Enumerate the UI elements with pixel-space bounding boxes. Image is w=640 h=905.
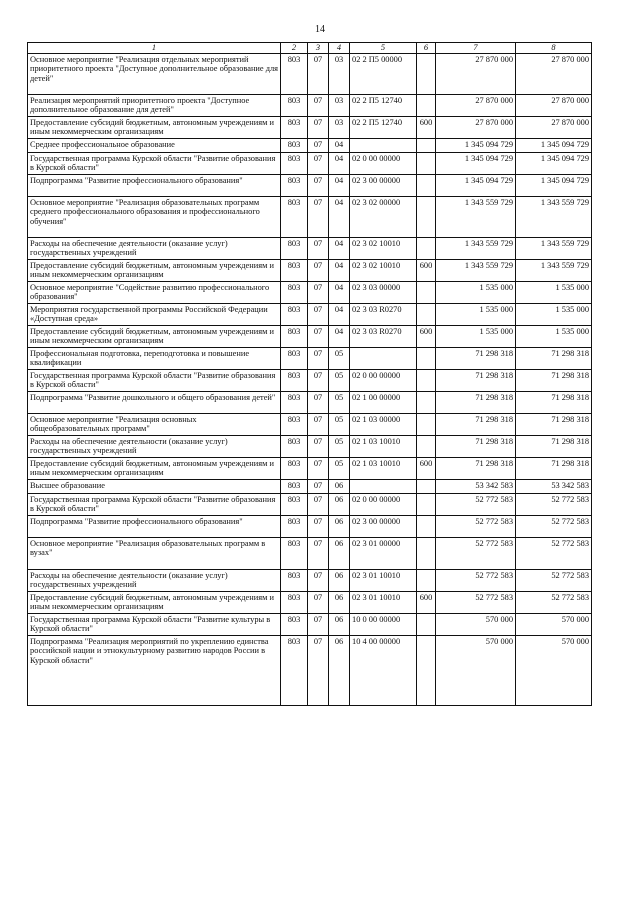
row-admin-code-cell: 803 bbox=[281, 117, 308, 139]
row-amount-col7-cell: 1 345 094 729 bbox=[436, 175, 516, 197]
table-row bbox=[28, 260, 592, 282]
row-target-article-cell: 02 3 02 10010 bbox=[350, 260, 417, 282]
row-target-article-cell: 02 0 00 00000 bbox=[350, 494, 417, 516]
row-name-cell: Расходы на обеспечение деятельности (оказание услуг) государственных учреждений bbox=[28, 436, 281, 458]
column-header-5: 5 bbox=[350, 43, 417, 54]
row-subsection-cell: 04 bbox=[329, 282, 350, 304]
row-amount-col7-cell: 71 298 318 bbox=[436, 458, 516, 480]
row-amount-col7-cell: 71 298 318 bbox=[436, 436, 516, 458]
row-admin-code-cell: 803 bbox=[281, 516, 308, 538]
row-subsection-cell: 05 bbox=[329, 370, 350, 392]
column-header-1: 1 bbox=[28, 43, 281, 54]
row-expense-type-cell bbox=[417, 370, 436, 392]
row-amount-col8-cell: 71 298 318 bbox=[516, 458, 592, 480]
row-target-article-cell: 02 1 03 10010 bbox=[350, 436, 417, 458]
row-name-cell: Подпрограмма "Развитие профессионального образования" bbox=[28, 175, 281, 197]
table-row bbox=[28, 614, 592, 636]
row-amount-col8-cell: 71 298 318 bbox=[516, 414, 592, 436]
table-row bbox=[28, 538, 592, 570]
row-name-cell: Расходы на обеспечение деятельности (оказание услуг) государственных учреждений bbox=[28, 570, 281, 592]
row-target-article-cell: 02 1 03 00000 bbox=[350, 414, 417, 436]
column-header-8: 8 bbox=[516, 43, 592, 54]
row-amount-col8-cell: 1 343 559 729 bbox=[516, 197, 592, 238]
row-name-cell: Предоставление субсидий бюджетным, автономным учреждениям и иным некоммерческим организациям bbox=[28, 458, 281, 480]
row-name-cell: Государственная программа Курской области "Развитие образования в Курской области" bbox=[28, 153, 281, 175]
row-admin-code-cell: 803 bbox=[281, 538, 308, 570]
row-section-cell: 07 bbox=[308, 348, 329, 370]
row-subsection-cell: 03 bbox=[329, 117, 350, 139]
row-subsection-cell: 04 bbox=[329, 238, 350, 260]
row-target-article-cell: 02 0 00 00000 bbox=[350, 370, 417, 392]
row-admin-code-cell: 803 bbox=[281, 458, 308, 480]
table-row bbox=[28, 570, 592, 592]
row-amount-col7-cell: 570 000 bbox=[436, 614, 516, 636]
row-name-cell: Основное мероприятие "Содействие развитию профессионального образования" bbox=[28, 282, 281, 304]
row-amount-col7-cell: 1 345 094 729 bbox=[436, 139, 516, 153]
row-target-article-cell: 10 0 00 00000 bbox=[350, 614, 417, 636]
row-section-cell: 07 bbox=[308, 153, 329, 175]
page-number: 14 bbox=[315, 24, 325, 35]
table-row bbox=[28, 480, 592, 494]
row-target-article-cell: 02 1 03 10010 bbox=[350, 458, 417, 480]
row-section-cell: 07 bbox=[308, 117, 329, 139]
row-subsection-cell: 03 bbox=[329, 95, 350, 117]
row-amount-col7-cell: 52 772 583 bbox=[436, 516, 516, 538]
table-row bbox=[28, 636, 592, 706]
row-expense-type-cell bbox=[417, 614, 436, 636]
row-amount-col8-cell: 27 870 000 bbox=[516, 95, 592, 117]
row-amount-col7-cell: 52 772 583 bbox=[436, 570, 516, 592]
row-expense-type-cell bbox=[417, 636, 436, 706]
row-amount-col7-cell: 52 772 583 bbox=[436, 592, 516, 614]
row-amount-col7-cell: 27 870 000 bbox=[436, 117, 516, 139]
row-admin-code-cell: 803 bbox=[281, 153, 308, 175]
row-amount-col8-cell: 1 345 094 729 bbox=[516, 153, 592, 175]
row-section-cell: 07 bbox=[308, 458, 329, 480]
column-header-3: 3 bbox=[308, 43, 329, 54]
row-subsection-cell: 04 bbox=[329, 153, 350, 175]
row-amount-col7-cell: 27 870 000 bbox=[436, 54, 516, 95]
row-name-cell: Реализация мероприятий приоритетного проекта "Доступное дополнительное образование для детей" bbox=[28, 95, 281, 117]
row-subsection-cell: 04 bbox=[329, 326, 350, 348]
row-target-article-cell: 02 2 П5 12740 bbox=[350, 95, 417, 117]
row-amount-col7-cell: 52 772 583 bbox=[436, 538, 516, 570]
table-row bbox=[28, 238, 592, 260]
header-row bbox=[28, 43, 592, 54]
budget-table bbox=[27, 42, 592, 706]
row-amount-col8-cell: 27 870 000 bbox=[516, 54, 592, 95]
row-section-cell: 07 bbox=[308, 480, 329, 494]
table-row bbox=[28, 458, 592, 480]
row-target-article-cell: 02 3 01 10010 bbox=[350, 570, 417, 592]
table-row bbox=[28, 494, 592, 516]
row-target-article-cell: 02 3 02 10010 bbox=[350, 238, 417, 260]
table-row bbox=[28, 370, 592, 392]
row-amount-col7-cell: 71 298 318 bbox=[436, 370, 516, 392]
row-admin-code-cell: 803 bbox=[281, 175, 308, 197]
row-amount-col7-cell: 27 870 000 bbox=[436, 95, 516, 117]
row-amount-col8-cell: 1 535 000 bbox=[516, 282, 592, 304]
row-subsection-cell: 04 bbox=[329, 175, 350, 197]
row-admin-code-cell: 803 bbox=[281, 54, 308, 95]
row-section-cell: 07 bbox=[308, 139, 329, 153]
row-subsection-cell: 03 bbox=[329, 54, 350, 95]
row-target-article-cell: 02 3 03 R0270 bbox=[350, 304, 417, 326]
row-amount-col8-cell: 53 342 583 bbox=[516, 480, 592, 494]
row-expense-type-cell bbox=[417, 392, 436, 414]
row-section-cell: 07 bbox=[308, 260, 329, 282]
row-amount-col7-cell: 71 298 318 bbox=[436, 414, 516, 436]
row-expense-type-cell bbox=[417, 95, 436, 117]
row-admin-code-cell: 803 bbox=[281, 392, 308, 414]
row-name-cell: Государственная программа Курской области "Развитие культуры в Курской области" bbox=[28, 614, 281, 636]
row-admin-code-cell: 803 bbox=[281, 370, 308, 392]
row-admin-code-cell: 803 bbox=[281, 592, 308, 614]
row-amount-col8-cell: 52 772 583 bbox=[516, 570, 592, 592]
row-expense-type-cell bbox=[417, 538, 436, 570]
row-expense-type-cell bbox=[417, 436, 436, 458]
row-amount-col8-cell: 1 535 000 bbox=[516, 304, 592, 326]
table-row bbox=[28, 392, 592, 414]
row-expense-type-cell bbox=[417, 348, 436, 370]
row-target-article-cell: 02 3 00 00000 bbox=[350, 516, 417, 538]
row-subsection-cell: 06 bbox=[329, 570, 350, 592]
row-section-cell: 07 bbox=[308, 238, 329, 260]
row-amount-col7-cell: 1 535 000 bbox=[436, 304, 516, 326]
row-section-cell: 07 bbox=[308, 614, 329, 636]
row-subsection-cell: 06 bbox=[329, 480, 350, 494]
row-admin-code-cell: 803 bbox=[281, 139, 308, 153]
row-amount-col8-cell: 1 343 559 729 bbox=[516, 238, 592, 260]
row-name-cell: Основное мероприятие "Реализация образовательных программ среднего профессионального образования и профессионального обучения" bbox=[28, 197, 281, 238]
row-name-cell: Основное мероприятие "Реализация отдельных мероприятий приоритетного проекта "Доступное дополнительное образование для детей" bbox=[28, 54, 281, 95]
row-expense-type-cell bbox=[417, 153, 436, 175]
table-row bbox=[28, 414, 592, 436]
row-amount-col8-cell: 27 870 000 bbox=[516, 117, 592, 139]
row-section-cell: 07 bbox=[308, 570, 329, 592]
row-name-cell: Предоставление субсидий бюджетным, автономным учреждениям и иным некоммерческим организациям bbox=[28, 117, 281, 139]
row-amount-col8-cell: 71 298 318 bbox=[516, 392, 592, 414]
row-amount-col7-cell: 53 342 583 bbox=[436, 480, 516, 494]
table-row bbox=[28, 326, 592, 348]
table-row bbox=[28, 54, 592, 95]
row-subsection-cell: 05 bbox=[329, 414, 350, 436]
row-name-cell: Подпрограмма "Реализация мероприятий по укреплению единства российской нации и этнокультурному развитию народов России в Курской области" bbox=[28, 636, 281, 706]
row-target-article-cell: 02 3 02 00000 bbox=[350, 197, 417, 238]
row-subsection-cell: 06 bbox=[329, 538, 350, 570]
row-expense-type-cell bbox=[417, 197, 436, 238]
row-expense-type-cell bbox=[417, 238, 436, 260]
row-admin-code-cell: 803 bbox=[281, 480, 308, 494]
row-target-article-cell: 02 3 03 00000 bbox=[350, 282, 417, 304]
table-row bbox=[28, 282, 592, 304]
row-section-cell: 07 bbox=[308, 592, 329, 614]
row-expense-type-cell: 600 bbox=[417, 117, 436, 139]
row-admin-code-cell: 803 bbox=[281, 260, 308, 282]
row-subsection-cell: 06 bbox=[329, 614, 350, 636]
row-section-cell: 07 bbox=[308, 636, 329, 706]
row-admin-code-cell: 803 bbox=[281, 95, 308, 117]
row-amount-col8-cell: 1 345 094 729 bbox=[516, 139, 592, 153]
row-target-article-cell: 10 4 00 00000 bbox=[350, 636, 417, 706]
row-amount-col8-cell: 52 772 583 bbox=[516, 538, 592, 570]
row-amount-col8-cell: 52 772 583 bbox=[516, 516, 592, 538]
row-target-article-cell bbox=[350, 480, 417, 494]
row-amount-col8-cell: 1 343 559 729 bbox=[516, 260, 592, 282]
table-row bbox=[28, 592, 592, 614]
row-expense-type-cell bbox=[417, 494, 436, 516]
row-expense-type-cell bbox=[417, 414, 436, 436]
row-subsection-cell: 05 bbox=[329, 458, 350, 480]
row-subsection-cell: 05 bbox=[329, 392, 350, 414]
row-target-article-cell bbox=[350, 348, 417, 370]
row-subsection-cell: 04 bbox=[329, 197, 350, 238]
table-row bbox=[28, 139, 592, 153]
row-amount-col8-cell: 52 772 583 bbox=[516, 494, 592, 516]
row-expense-type-cell: 600 bbox=[417, 326, 436, 348]
row-amount-col7-cell: 71 298 318 bbox=[436, 392, 516, 414]
row-admin-code-cell: 803 bbox=[281, 326, 308, 348]
column-header-4: 4 bbox=[329, 43, 350, 54]
row-expense-type-cell bbox=[417, 282, 436, 304]
row-section-cell: 07 bbox=[308, 304, 329, 326]
row-expense-type-cell: 600 bbox=[417, 592, 436, 614]
row-admin-code-cell: 803 bbox=[281, 614, 308, 636]
row-section-cell: 07 bbox=[308, 436, 329, 458]
table-row bbox=[28, 436, 592, 458]
row-section-cell: 07 bbox=[308, 516, 329, 538]
row-section-cell: 07 bbox=[308, 392, 329, 414]
row-amount-col7-cell: 71 298 318 bbox=[436, 348, 516, 370]
row-amount-col8-cell: 1 535 000 bbox=[516, 326, 592, 348]
row-name-cell: Подпрограмма "Развитие профессионального образования" bbox=[28, 516, 281, 538]
table-row bbox=[28, 516, 592, 538]
row-expense-type-cell bbox=[417, 516, 436, 538]
row-expense-type-cell bbox=[417, 54, 436, 95]
row-section-cell: 07 bbox=[308, 370, 329, 392]
row-subsection-cell: 04 bbox=[329, 139, 350, 153]
row-name-cell: Предоставление субсидий бюджетным, автономным учреждениям и иным некоммерческим организациям bbox=[28, 326, 281, 348]
row-admin-code-cell: 803 bbox=[281, 197, 308, 238]
row-expense-type-cell bbox=[417, 139, 436, 153]
row-name-cell: Расходы на обеспечение деятельности (оказание услуг) государственных учреждений bbox=[28, 238, 281, 260]
row-target-article-cell: 02 3 01 00000 bbox=[350, 538, 417, 570]
row-name-cell: Государственная программа Курской области "Развитие образования в Курской области" bbox=[28, 494, 281, 516]
table-row bbox=[28, 304, 592, 326]
row-section-cell: 07 bbox=[308, 282, 329, 304]
row-subsection-cell: 06 bbox=[329, 592, 350, 614]
row-subsection-cell: 04 bbox=[329, 260, 350, 282]
row-expense-type-cell bbox=[417, 570, 436, 592]
row-amount-col7-cell: 1 535 000 bbox=[436, 282, 516, 304]
row-amount-col7-cell: 1 535 000 bbox=[436, 326, 516, 348]
row-amount-col8-cell: 1 345 094 729 bbox=[516, 175, 592, 197]
table-row bbox=[28, 95, 592, 117]
row-section-cell: 07 bbox=[308, 326, 329, 348]
row-name-cell: Профессиональная подготовка, переподготовка и повышение квалификации bbox=[28, 348, 281, 370]
row-target-article-cell: 02 3 00 00000 bbox=[350, 175, 417, 197]
row-target-article-cell: 02 1 00 00000 bbox=[350, 392, 417, 414]
row-section-cell: 07 bbox=[308, 414, 329, 436]
row-expense-type-cell bbox=[417, 480, 436, 494]
row-amount-col8-cell: 570 000 bbox=[516, 614, 592, 636]
row-name-cell: Предоставление субсидий бюджетным, автономным учреждениям и иным некоммерческим организациям bbox=[28, 592, 281, 614]
row-amount-col7-cell: 570 000 bbox=[436, 636, 516, 706]
row-admin-code-cell: 803 bbox=[281, 570, 308, 592]
row-admin-code-cell: 803 bbox=[281, 282, 308, 304]
row-amount-col8-cell: 71 298 318 bbox=[516, 436, 592, 458]
row-section-cell: 07 bbox=[308, 54, 329, 95]
column-header-2: 2 bbox=[281, 43, 308, 54]
row-amount-col8-cell: 52 772 583 bbox=[516, 592, 592, 614]
row-section-cell: 07 bbox=[308, 95, 329, 117]
column-header-7: 7 bbox=[436, 43, 516, 54]
table-row bbox=[28, 348, 592, 370]
row-expense-type-cell bbox=[417, 304, 436, 326]
row-amount-col7-cell: 1 343 559 729 bbox=[436, 260, 516, 282]
row-target-article-cell: 02 3 01 10010 bbox=[350, 592, 417, 614]
row-expense-type-cell: 600 bbox=[417, 260, 436, 282]
table-row bbox=[28, 117, 592, 139]
row-section-cell: 07 bbox=[308, 494, 329, 516]
row-amount-col8-cell: 71 298 318 bbox=[516, 348, 592, 370]
row-subsection-cell: 06 bbox=[329, 516, 350, 538]
row-subsection-cell: 06 bbox=[329, 636, 350, 706]
row-name-cell: Среднее профессиональное образование bbox=[28, 139, 281, 153]
row-expense-type-cell: 600 bbox=[417, 458, 436, 480]
row-name-cell: Основное мероприятие "Реализация основных общеобразовательных программ" bbox=[28, 414, 281, 436]
row-section-cell: 07 bbox=[308, 175, 329, 197]
row-expense-type-cell bbox=[417, 175, 436, 197]
row-subsection-cell: 05 bbox=[329, 436, 350, 458]
row-amount-col7-cell: 1 343 559 729 bbox=[436, 238, 516, 260]
row-name-cell: Государственная программа Курской области "Развитие образования в Курской области" bbox=[28, 370, 281, 392]
row-name-cell: Основное мероприятие "Реализация образовательных программ в вузах" bbox=[28, 538, 281, 570]
row-section-cell: 07 bbox=[308, 538, 329, 570]
row-admin-code-cell: 803 bbox=[281, 348, 308, 370]
row-name-cell: Высшее образование bbox=[28, 480, 281, 494]
row-admin-code-cell: 803 bbox=[281, 494, 308, 516]
row-target-article-cell: 02 0 00 00000 bbox=[350, 153, 417, 175]
row-amount-col7-cell: 52 772 583 bbox=[436, 494, 516, 516]
column-header-6: 6 bbox=[417, 43, 436, 54]
table-row bbox=[28, 153, 592, 175]
table-row bbox=[28, 197, 592, 238]
row-subsection-cell: 04 bbox=[329, 304, 350, 326]
row-target-article-cell: 02 2 П5 00000 bbox=[350, 54, 417, 95]
row-amount-col7-cell: 1 345 094 729 bbox=[436, 153, 516, 175]
row-name-cell: Предоставление субсидий бюджетным, автономным учреждениям и иным некоммерческим организациям bbox=[28, 260, 281, 282]
row-amount-col8-cell: 570 000 bbox=[516, 636, 592, 706]
row-target-article-cell: 02 3 03 R0270 bbox=[350, 326, 417, 348]
row-admin-code-cell: 803 bbox=[281, 238, 308, 260]
row-name-cell: Подпрограмма "Развитие дошкольного и общего образования детей" bbox=[28, 392, 281, 414]
row-subsection-cell: 06 bbox=[329, 494, 350, 516]
row-admin-code-cell: 803 bbox=[281, 636, 308, 706]
row-admin-code-cell: 803 bbox=[281, 414, 308, 436]
row-subsection-cell: 05 bbox=[329, 348, 350, 370]
row-amount-col8-cell: 71 298 318 bbox=[516, 370, 592, 392]
table-row bbox=[28, 175, 592, 197]
row-amount-col7-cell: 1 343 559 729 bbox=[436, 197, 516, 238]
row-name-cell: Мероприятия государственной программы Российской Федерации «Доступная среда» bbox=[28, 304, 281, 326]
row-admin-code-cell: 803 bbox=[281, 436, 308, 458]
table-body bbox=[28, 54, 592, 706]
row-target-article-cell bbox=[350, 139, 417, 153]
row-target-article-cell: 02 2 П5 12740 bbox=[350, 117, 417, 139]
row-section-cell: 07 bbox=[308, 197, 329, 238]
row-admin-code-cell: 803 bbox=[281, 304, 308, 326]
